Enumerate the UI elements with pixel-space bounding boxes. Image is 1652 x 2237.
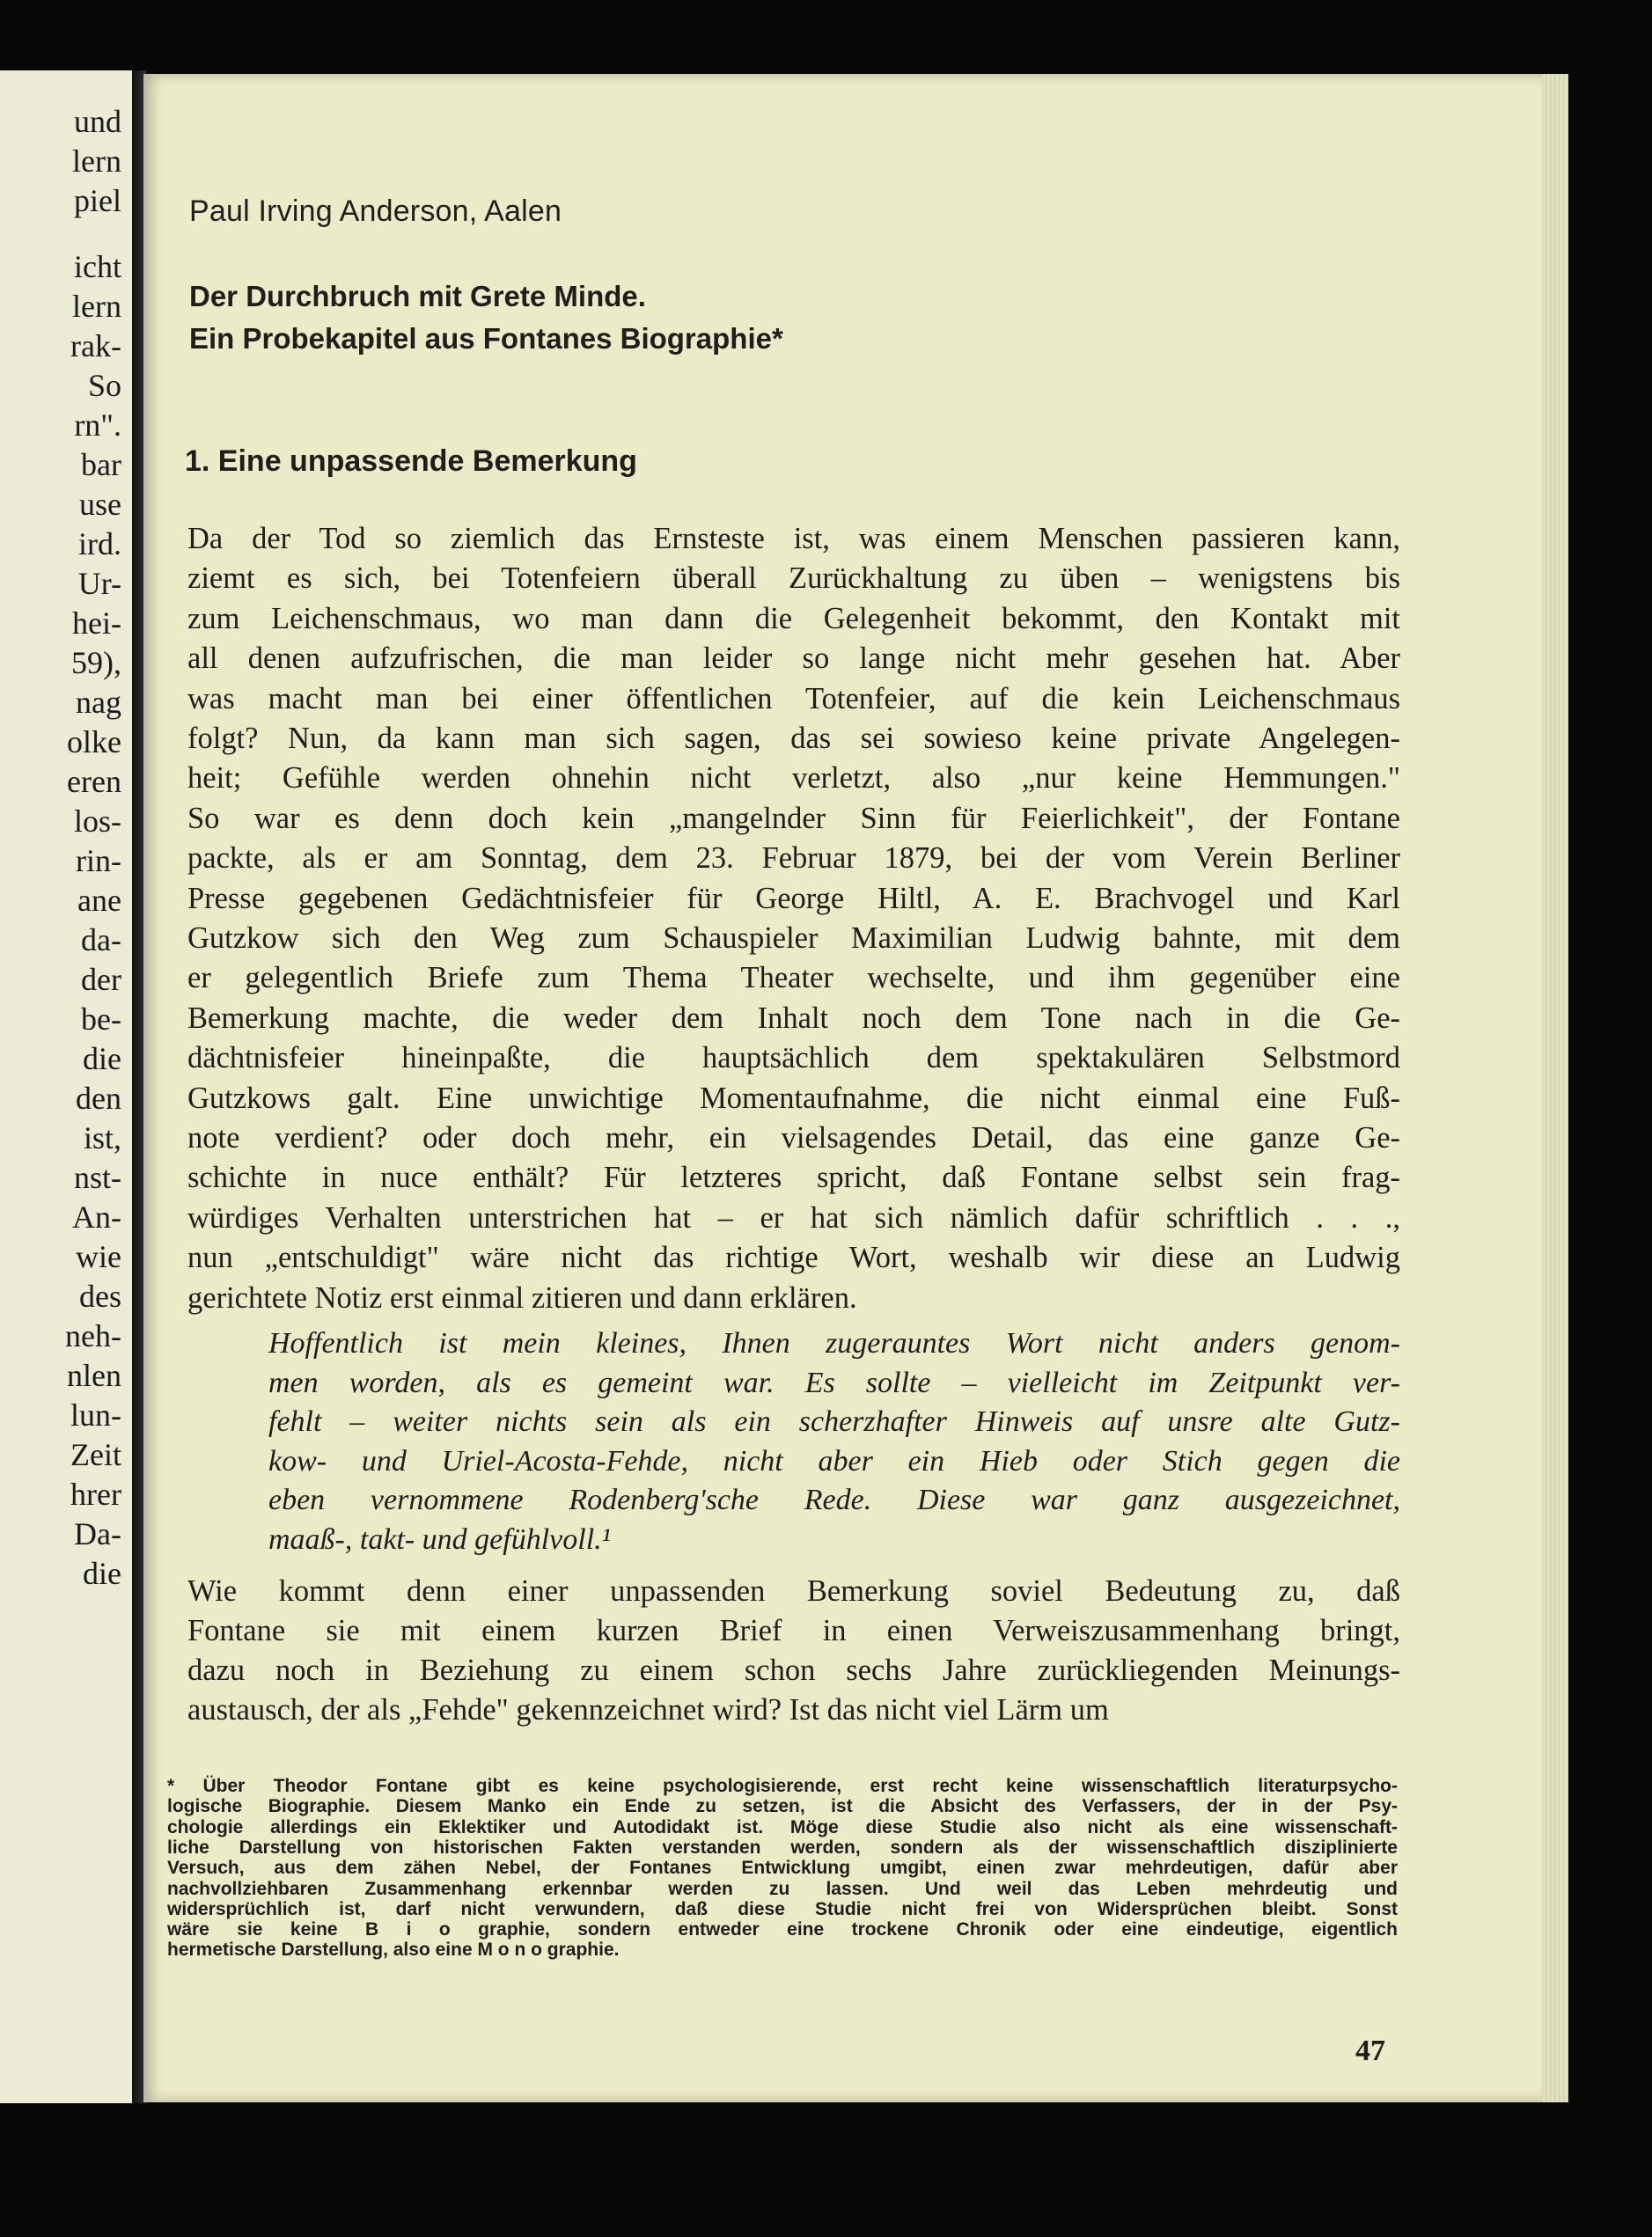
left-page-fragment: nag: [76, 685, 121, 720]
left-page-fragment: ird.: [78, 526, 121, 561]
left-page-fragment: use: [79, 487, 121, 522]
paragraph-line: austausch, der als „Fehde" gekennzeichnet wird? Ist das nicht viel Lärm um: [187, 1693, 1109, 1727]
paragraph-line: So war es denn doch kein „mangelnder Sinn für Feierlichkeit", der Fontane: [187, 801, 1400, 835]
paragraph-line: all denen aufzufrischen, die man leider so lange nicht mehr gesehen hat. Aber: [187, 642, 1400, 676]
paragraph-line: er gelegentlich Briefe zum Thema Theater wechselte, und ihm gegenüber eine: [187, 961, 1400, 995]
paragraph-line: gerichtete Notiz erst einmal zitieren und dann erklären.: [187, 1280, 857, 1315]
footnote-line: * Über Theodor Fontane gibt es keine psychologisierende, erst recht keine wissenschaftlich literaturpsycho-: [167, 1776, 1398, 1796]
quote-line: fehlt – weiter nichts sein als ein scherzhafter Hinweis auf unsre alte Gutz-: [268, 1405, 1400, 1438]
left-page-fragment: da-: [81, 922, 121, 957]
left-page-fragment: So: [87, 368, 121, 403]
paragraph-line: Gutzkow sich den Weg zum Schauspieler Maximilian Ludwig bahnte, mit dem: [187, 921, 1400, 955]
paragraph-line: Bemerkung machte, die weder dem Inhalt noch dem Tone nach in die Ge-: [187, 1001, 1400, 1035]
paragraph-line: zum Leichenschmaus, wo man dann die Gelegenheit bekommt, den Kontakt mit: [187, 601, 1400, 635]
left-page-fragment: An-: [72, 1199, 121, 1235]
left-page-fragment: olke: [67, 724, 121, 759]
author-line: Paul Irving Anderson, Aalen: [189, 194, 562, 228]
paragraph-line: Gutzkows galt. Eine unwichtige Momentaufnahme, die nicht einmal eine Fuß-: [187, 1081, 1400, 1115]
paragraph-line: Wie kommt denn einer unpassenden Bemerkung soviel Bedeutung zu, daß: [187, 1574, 1400, 1608]
left-page-fragment: nlen: [67, 1358, 121, 1393]
left-page-fragment: und: [74, 104, 121, 139]
left-page-fragment: Da-: [74, 1516, 121, 1551]
left-page-fragment: wie: [76, 1239, 121, 1274]
footnote-line: hermetische Darstellung, also eine M o n o graphie.: [167, 1940, 620, 1961]
page-edge: [1542, 74, 1568, 2102]
left-page-fragment: ane: [77, 883, 121, 918]
paragraph-line: nun „entschuldigt" wäre nicht das richtige Wort, weshalb wir diese an Ludwig: [187, 1241, 1400, 1275]
left-page-fragment: eren: [67, 764, 121, 799]
left-page-fragment: be-: [81, 1001, 121, 1037]
paragraph-line: Da der Tod so ziemlich das Ernsteste ist, was einem Menschen passieren kann,: [187, 522, 1400, 555]
quote-line: men worden, als es gemeint war. Es sollte – vielleicht im Zeitpunkt ver-: [268, 1366, 1400, 1399]
quote-line: kow- und Uriel-Acosta-Fehde, nicht aber ein Hieb oder Stich gegen die: [268, 1444, 1400, 1478]
left-page-fragment: rin-: [76, 843, 121, 878]
paragraph-line: heit; Gefühle werden ohnehin nicht verletzt, also „nur keine Hemmungen.": [187, 761, 1400, 796]
footnote-line: liche Darstellung von historischen Fakten verstanden werden, sondern als der wissenschaftlich disziplinierte: [167, 1837, 1398, 1858]
left-page-fragment: hei-: [72, 605, 121, 641]
left-page-fragment: piel: [74, 183, 121, 218]
left-page-fragment: los-: [74, 803, 121, 839]
left-page-fragment: den: [76, 1081, 121, 1116]
quote-line: maaß-, takt- und gefühlvoll.¹: [268, 1522, 611, 1556]
left-page-fragment: hrer: [70, 1477, 121, 1512]
paragraph-line: dazu noch in Beziehung zu einem schon sechs Jahre zurückliegenden Meinungs-: [187, 1654, 1400, 1687]
left-page-fragment: lern: [72, 143, 121, 179]
left-page-fragment: des: [79, 1279, 121, 1314]
article-title: Der Durchbruch mit Grete Minde.: [189, 280, 646, 312]
left-page-fragment: die: [83, 1556, 121, 1591]
footnote-line: Versuch, aus dem zähen Nebel, der Fontanes Entwicklung umgibt, einen zwar mehrdeutigen, dafür aber: [167, 1858, 1398, 1879]
left-page-fragment: ist,: [83, 1120, 121, 1155]
left-page: [0, 70, 132, 2103]
paragraph-line: packte, als er am Sonntag, dem 23. Februar 1879, bei der vom Verein Berliner: [187, 841, 1400, 876]
paragraph-line: würdiges Verhalten unterstrichen hat – er hat sich nämlich dafür schriftlich . . .,: [187, 1200, 1400, 1235]
left-page-fragment: bar: [81, 447, 121, 482]
quote-line: Hoffentlich ist mein kleines, Ihnen zugerauntes Wort nicht anders genom-: [268, 1327, 1400, 1360]
paragraph-line: ziemt es sich, bei Totenfeiern überall Zurückhaltung zu üben – wenigstens bis: [187, 561, 1400, 596]
quote-line: eben vernommene Rodenberg'sche Rede. Diese war ganz ausgezeichnet,: [268, 1484, 1400, 1516]
paragraph-line: Fontane sie mit einem kurzen Brief in einen Verweiszusammenhang bringt,: [187, 1614, 1400, 1647]
footnote-line: wäre sie keine B i o graphie, sondern entweder eine trockene Chronik oder eine eindeutige, eigentlich: [167, 1919, 1398, 1940]
left-page-fragment: Zeit: [70, 1437, 121, 1472]
page-number: 47: [1355, 2035, 1385, 2067]
paragraph-line: schichte in nuce enthält? Für letzteres spricht, daß Fontane selbst sein frag-: [187, 1161, 1400, 1195]
paragraph-line: note verdient? oder doch mehr, ein vielsagendes Detail, das eine ganze Ge-: [187, 1121, 1400, 1155]
left-page-fragment: der: [81, 962, 121, 997]
left-page-fragment: Ur-: [77, 566, 121, 601]
paragraph-line: folgt? Nun, da kann man sich sagen, das sei sowieso keine private Angelegen-: [187, 722, 1400, 755]
left-page-fragment: icht: [74, 249, 121, 284]
left-page-fragment: nst-: [74, 1160, 121, 1195]
footnote-line: logische Biographie. Diesem Manko ein Ende zu setzen, ist die Absicht des Verfassers, der in der Psy-: [167, 1796, 1398, 1817]
article-subtitle: Ein Probekapitel aus Fontanes Biographie*: [189, 322, 783, 355]
footnote-line: nachvollziehbaren Zusammenhang erkennbar werden zu lassen. Und weil das Leben mehrdeutig und: [167, 1878, 1398, 1899]
left-page-fragment: 59),: [71, 645, 121, 680]
paragraph-line: dächtnisfeier hineinpaßte, die hauptsächlich dem spektakulären Selbstmord: [187, 1041, 1400, 1075]
footnote-line: widersprüchlich ist, darf nicht verwundern, daß diese Studie nicht frei von Widersprüchen bleibt. Sonst: [167, 1898, 1398, 1919]
left-page-fragment: rak-: [70, 328, 121, 363]
left-page-fragment: rn".: [74, 407, 121, 443]
left-page-fragment: lern: [72, 289, 121, 324]
paragraph-line: was macht man bei einer öffentlichen Totenfeier, auf die kein Leichenschmaus: [187, 681, 1400, 715]
paragraph-line: Presse gegebenen Gedächtnisfeier für George Hiltl, A. E. Brachvogel und Karl: [187, 881, 1400, 915]
left-page-fragment: neh-: [65, 1318, 121, 1353]
footnote-line: chologie allerdings ein Eklektiker und Autodidakt ist. Möge diese Studie also nicht als eine wissenschaft-: [167, 1816, 1398, 1837]
left-page-fragment: die: [83, 1041, 121, 1076]
left-page-fragment: lun-: [70, 1397, 121, 1433]
section-heading: 1. Eine unpassende Bemerkung: [185, 444, 637, 478]
